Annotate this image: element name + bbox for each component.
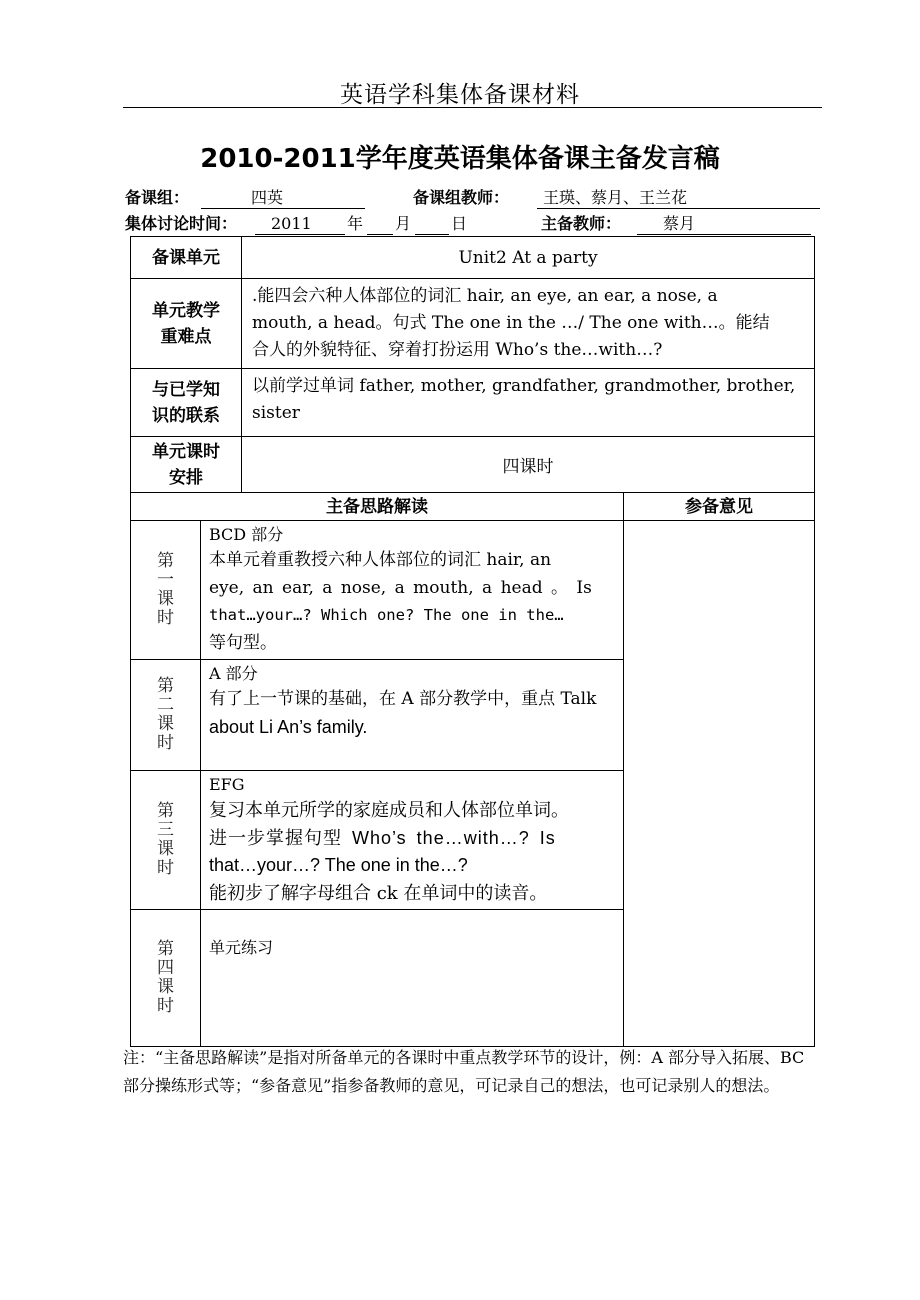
lesson-line: that…your…? Which one? The one in the… xyxy=(209,606,564,624)
label-char: 时 xyxy=(157,608,174,628)
lesson-line: 有了上一节课的基础，在 A 部分教学中，重点 Talk xyxy=(209,689,597,709)
key-points-line: .能四会六种人体部位的词汇 hair, an eye, an ear, a nose, a xyxy=(252,286,718,306)
lesson-1-label xyxy=(131,521,201,660)
lesson-line: 等句型。 xyxy=(209,632,277,653)
page-title: 2010-2011学年度英语集体备课主备发言稿 xyxy=(200,144,720,174)
lesson-2-label xyxy=(131,660,201,771)
key-points-value xyxy=(242,279,815,369)
header-rule xyxy=(123,107,822,108)
label-char: 三 xyxy=(157,820,174,840)
opinion-cell[interactable] xyxy=(624,521,815,1047)
prior-knowledge-value xyxy=(242,369,815,437)
month-unit: 月 xyxy=(395,214,412,233)
prior-line: 以前学过单词 father, mother, grandfather, grandmother, brother, xyxy=(252,376,796,396)
key-points-line: mouth, a head。句式 The one in the …/ The one with…。能结 xyxy=(252,313,770,333)
teachers-value: 王瑛、蔡月、王兰花 xyxy=(543,188,688,207)
year-value: 2011 xyxy=(271,214,312,233)
lesson-4-body xyxy=(201,910,624,1047)
column-header-opinion: 参备意见 xyxy=(624,493,815,521)
prior-knowledge-label xyxy=(131,369,242,437)
group-label: 备课组： xyxy=(125,188,190,207)
lesson-line: that…your…? The one in the…? xyxy=(209,855,468,875)
month-underline xyxy=(367,212,393,235)
label-char: 课 xyxy=(157,839,174,859)
label-char: 四 xyxy=(157,958,174,978)
day-underline xyxy=(415,212,449,235)
year-unit: 年 xyxy=(347,214,364,233)
unit-value: Unit2 At a party xyxy=(242,237,815,279)
lesson-2-body xyxy=(201,660,624,771)
main-teacher-value: 蔡月 xyxy=(663,214,696,233)
schedule-label-line: 安排 xyxy=(169,467,203,488)
group-value: 四英 xyxy=(251,188,284,207)
lesson-1-title: BCD 部分 xyxy=(209,525,284,544)
meta-row-time xyxy=(125,212,825,236)
label-char: 一 xyxy=(157,570,174,590)
day-unit: 日 xyxy=(451,214,468,233)
lesson-line: 能初步了解字母组合 ck 在单词中的读音。 xyxy=(209,882,548,904)
label-char: 二 xyxy=(157,695,174,715)
key-points-line: 合人的外貌特征、穿着打扮运用 Who’s the…with…? xyxy=(252,340,663,360)
lesson-1-body xyxy=(201,521,624,660)
schedule-label-line: 单元课时 xyxy=(152,441,220,462)
label-char: 时 xyxy=(157,733,174,753)
schedule-value: 四课时 xyxy=(242,437,815,493)
meta-row-group xyxy=(125,186,825,210)
main-teacher-label: 主备教师： xyxy=(541,214,622,233)
document-header: 英语学科集体备课材料 xyxy=(340,82,580,108)
label-char: 第 xyxy=(157,551,174,571)
lesson-4-label xyxy=(131,910,201,1047)
lesson-3-body xyxy=(201,771,624,910)
lesson-3-label xyxy=(131,771,201,910)
label-char: 时 xyxy=(157,996,174,1016)
key-points-label-line: 单元教学 xyxy=(152,300,220,321)
label-char: 第 xyxy=(157,801,174,821)
unit-label: 备课单元 xyxy=(131,237,242,279)
key-points-label-line: 重难点 xyxy=(160,326,212,347)
lesson-3-title: EFG xyxy=(209,775,245,794)
label-char: 第 xyxy=(157,939,174,959)
key-points-label xyxy=(131,279,242,369)
column-header-main: 主备思路解读 xyxy=(131,493,624,521)
label-char: 时 xyxy=(157,858,174,878)
lesson-2-title: A 部分 xyxy=(209,664,258,683)
lesson-line: eye, an ear, a nose, a mouth, a head 。 Is xyxy=(209,577,592,598)
label-char: 课 xyxy=(157,589,174,609)
prior-label-line: 与已学知 xyxy=(152,379,220,400)
time-label: 集体讨论时间： xyxy=(125,214,238,233)
lesson-line: 本单元着重教授六种人体部位的词汇 hair, an xyxy=(209,550,552,570)
footnote: 注：“主备思路解读”是指对所备单元的各课时中重点教学环节的设计，例：A 部分导入拓展、BC 部分操练形式等；“参备意见”指参备教师的意见，可记录自己的想法，也可记录别人的想法。 xyxy=(123,1048,805,1095)
prior-label-line: 识的联系 xyxy=(152,405,220,426)
lesson-line: about Li An’s family. xyxy=(209,716,368,737)
lesson-line: 进一步掌握句型 Who’s the…with…? Is xyxy=(209,827,556,848)
lesson-plan-table xyxy=(130,236,815,1047)
lesson-4-title: 单元练习 xyxy=(209,938,274,957)
schedule-label xyxy=(131,437,242,493)
prior-line: sister xyxy=(252,403,300,423)
teachers-label: 备课组教师： xyxy=(413,188,510,207)
label-char: 课 xyxy=(157,977,174,997)
label-char: 第 xyxy=(157,676,174,696)
lesson-line: 复习本单元所学的家庭成员和人体部位单词。 xyxy=(209,800,569,821)
label-char: 课 xyxy=(157,714,174,734)
